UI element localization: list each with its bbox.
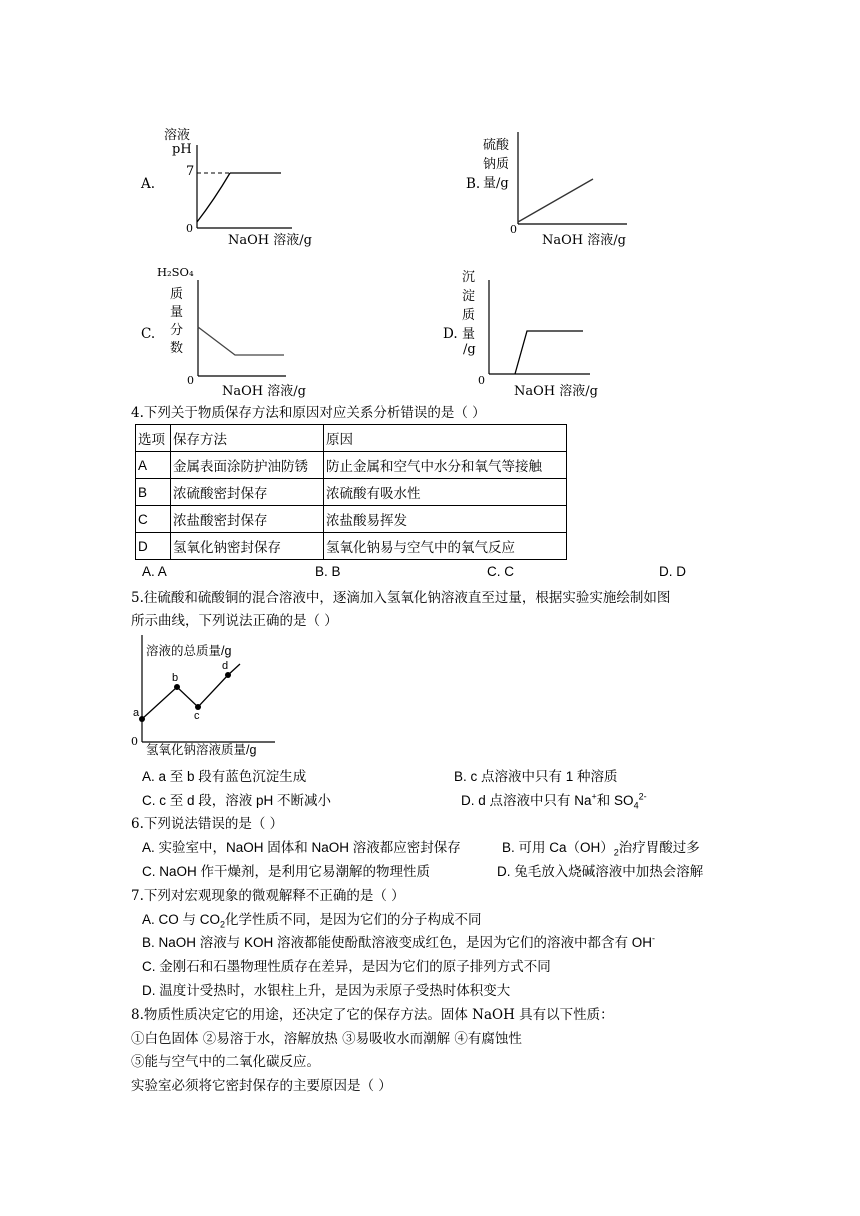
q4-option-d[interactable]: D. D <box>659 564 686 579</box>
chart-d-y-label-5: /g <box>463 342 476 357</box>
table-cell: B <box>136 479 171 506</box>
chart-c-y-label-1: H₂SO₄ <box>157 265 194 279</box>
q5-option-a[interactable]: A. a 至 b 段有蓝色沉淀生成 <box>142 769 307 784</box>
chart-b-y-label-3: 量/g <box>483 176 509 191</box>
chart-d-plot <box>480 272 595 382</box>
table-cell: C <box>136 506 171 533</box>
q5-graph-y-label: 溶液的总质量/g <box>146 644 232 658</box>
q4-stem: 4.下列关于物质保存方法和原因对应关系分析错误的是（ ） <box>131 405 486 421</box>
table-row <box>136 506 567 533</box>
q7-option-b-text: B. NaOH 溶液与 KOH 溶液都能使酚酞溶液变成红色，是因为它们的溶液中都含有 OH <box>142 935 653 950</box>
chart-d-line <box>515 331 583 374</box>
q7-option-d[interactable]: D. 温度计受热时，水银柱上升，是因为汞原子受热时体积变大 <box>142 983 511 998</box>
chart-b-plot <box>505 130 635 230</box>
q5-option-d-sub: 4 <box>633 800 639 811</box>
q4-table <box>135 424 567 560</box>
table-cell: D <box>136 533 171 560</box>
q7-option-b[interactable] <box>142 931 655 951</box>
q5-option-d-text: D. d 点溶液中只有 Na <box>461 793 592 808</box>
table-row <box>136 533 567 560</box>
chart-a-plot <box>180 140 300 235</box>
table-cell: 浓盐酸易挥发 <box>324 506 567 533</box>
chart-a-curve <box>197 173 230 222</box>
chart-a-y-label-1: 溶液 <box>164 128 191 143</box>
q4-option-b[interactable]: B. B <box>315 564 341 579</box>
q5-stem-line-1: 5.往硫酸和硫酸铜的混合溶液中，逐滴加入氢氧化钠溶液直至过量，根据实验实施绘制如图 <box>131 590 671 606</box>
chart-c-y-label-5: 数 <box>170 341 184 356</box>
q5-option-d-sup-so4: 2- <box>638 791 647 802</box>
table-header-cell: 选项 <box>136 425 171 452</box>
q4-option-a[interactable]: A. A <box>142 564 167 579</box>
q4-option-c[interactable]: C. C <box>487 564 514 579</box>
table-cell: 金属表面涂防护油防锈 <box>171 452 324 479</box>
q5-graph-label-b: b <box>172 672 179 684</box>
q6-stem: 6.下列说法错误的是（ ） <box>131 816 284 832</box>
q8-properties-line-1: ①白色固体 ②易溶于水，溶解放热 ③易吸收水而潮解 ④有腐蚀性 <box>131 1031 522 1047</box>
q8-question: 实验室必须将它密封保存的主要原因是（ ） <box>131 1078 392 1094</box>
q5-option-b[interactable]: B. c 点溶液中只有 1 种溶质 <box>454 769 618 784</box>
chart-d-option-label: D. <box>443 326 458 342</box>
q5-option-c[interactable]: C. c 至 d 段，溶液 pH 不断减小 <box>142 793 332 808</box>
chart-c-option-label: C. <box>141 326 156 342</box>
q5-graph-point-b <box>174 684 180 690</box>
chart-d-y-label-2: 淀 <box>462 289 476 304</box>
chart-d-y-label-3: 质 <box>462 308 476 323</box>
q5-graph-point-d <box>225 672 231 678</box>
chart-a-option-label: A. <box>141 176 156 192</box>
table-cell: 氢氧化钠易与空气中的氧气反应 <box>324 533 567 560</box>
chart-b-option-label: B. <box>466 176 481 192</box>
q7-stem: 7.下列对宏观现象的微观解释不正确的是（ ） <box>131 888 405 904</box>
table-cell: 浓硫酸密封保存 <box>171 479 324 506</box>
table-header-cell: 保存方法 <box>171 425 324 452</box>
chart-c-origin: 0 <box>187 374 194 387</box>
table-row <box>136 452 567 479</box>
chart-b-x-label: NaOH 溶液/g <box>542 233 626 248</box>
q5-option-d[interactable] <box>461 789 647 811</box>
chart-a-y-label-2: pH <box>172 142 192 157</box>
q7-option-a-sub: 2 <box>220 919 226 930</box>
chart-c-y-label-2: 质 <box>170 287 184 302</box>
q5-stem-line-2: 所示曲线，下列说法正确的是（ ） <box>131 613 338 629</box>
q8-properties-line-2: ⑤能与空气中的二氧化碳反应。 <box>131 1054 320 1070</box>
q5-option-d-sup-na: + <box>591 791 597 802</box>
q6-option-c[interactable]: C. NaOH 作干燥剂，是利用它易潮解的物理性质 <box>142 864 431 879</box>
chart-d-y-label-1: 沉 <box>462 270 476 285</box>
q6-option-b-sub: 2 <box>613 847 619 858</box>
table-cell: 浓盐酸密封保存 <box>171 506 324 533</box>
chart-c-y-label-4: 分 <box>170 323 184 338</box>
table-cell: 浓硫酸有吸水性 <box>324 479 567 506</box>
q8-stem: 8.物质性质决定它的用途，还决定了它的保存方法。固体 NaOH 具有以下性质： <box>131 1007 614 1023</box>
table-header-cell: 原因 <box>324 425 567 452</box>
chart-b-y-label-1: 硫酸 <box>483 138 510 153</box>
chart-a-origin: 0 <box>186 222 193 235</box>
q6-option-b-suffix: 治疗胃酸过多 <box>618 840 700 855</box>
q5-graph-x-label: 氢氧化钠溶液质量/g <box>146 743 257 757</box>
q7-option-b-sup: - <box>652 933 656 944</box>
q5-graph-label-a: a <box>133 707 140 719</box>
chart-c-line <box>198 327 284 355</box>
chart-b-y-label-2: 钠质 <box>483 157 510 172</box>
table-cell: A <box>136 452 171 479</box>
table-row <box>136 479 567 506</box>
chart-d-y-label-4: 量 <box>462 327 476 342</box>
chart-c-plot <box>190 272 300 382</box>
chart-c-x-label: NaOH 溶液/g <box>222 384 306 399</box>
chart-b-origin: 0 <box>510 223 517 236</box>
q5-graph-point-a <box>139 716 145 722</box>
q5-graph-origin: 0 <box>131 735 138 748</box>
q6-option-b[interactable] <box>502 836 700 858</box>
q6-option-b-text: B. 可用 Ca（OH） <box>502 840 614 855</box>
chart-c-y-label-3: 量 <box>170 305 184 320</box>
chart-b-line <box>518 179 593 222</box>
q7-option-a[interactable] <box>142 908 482 930</box>
q5-option-d-mid: 和 SO <box>596 793 634 808</box>
q7-option-c[interactable]: C. 金刚石和石墨物理性质存在差异，是因为它们的原子排列方式不同 <box>142 959 551 974</box>
q6-option-d[interactable]: D. 兔毛放入烧碱溶液中加热会溶解 <box>497 864 704 879</box>
chart-a-x-label: NaOH 溶液/g <box>228 233 312 248</box>
q5-graph-curve <box>142 664 240 719</box>
q5-graph-label-c: c <box>194 710 200 722</box>
chart-d-origin: 0 <box>478 374 485 387</box>
table-header-row <box>136 425 567 452</box>
q5-graph-plot <box>130 630 280 755</box>
q5-graph-label-d: d <box>222 660 229 672</box>
q7-option-a-text: A. CO 与 CO <box>142 912 221 927</box>
chart-a-ref-tick: 7 <box>186 164 195 179</box>
chart-d-x-label: NaOH 溶液/g <box>514 384 598 399</box>
table-cell: 防止金属和空气中水分和氧气等接触 <box>324 452 567 479</box>
q6-option-a[interactable]: A. 实验室中，NaOH 固体和 NaOH 溶液都应密封保存 <box>142 840 461 855</box>
q7-option-a-suffix: 化学性质不同，是因为它们的分子构成不同 <box>225 912 482 927</box>
table-cell: 氢氧化钠密封保存 <box>171 533 324 560</box>
